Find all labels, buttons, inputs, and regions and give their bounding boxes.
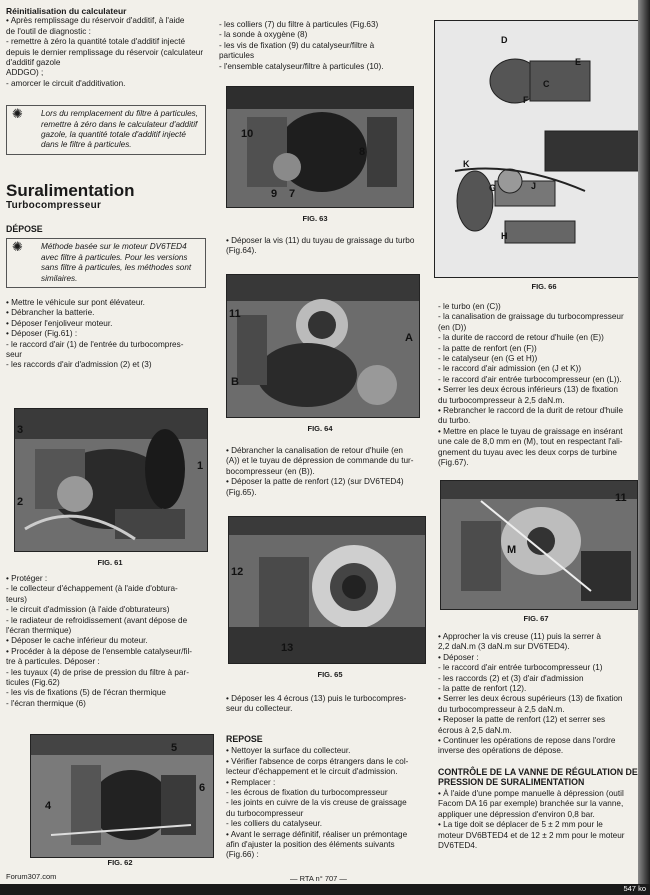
figure-65-photo xyxy=(228,516,426,664)
figure-62-caption: FIG. 62 xyxy=(107,858,133,867)
lightbulb-icon: ✺ xyxy=(12,106,23,122)
note-box-filter: ✺ Lors du remplacement du filtre à particules, remettre à zéro dans le calculateur d'additif gazole, la quantité totale d'additif injecté dans le filtre à particules. xyxy=(6,105,206,155)
reinit-heading: Réinitialisation du calculateur xyxy=(6,6,127,16)
figure-61-photo xyxy=(14,408,208,552)
column-2-vis: • Déposer la vis (11) du tuyau de graissage du turbo (Fig.64). xyxy=(226,236,415,256)
figure-64-caption: FIG. 64 xyxy=(307,424,333,433)
column-3-approcher: • Approcher la vis creuse (11) puis la serrer à 2,2 daN.m (3 daN.m sur DV6TED4). • Déposer : - le raccord d'air entrée turbocompresseur (1) - les raccords (2) et (3) d'air d'admission - la patte de renfort (12). • Serrer les deux écrous supérieurs (13) de fixation du turbocompresseur à 2,5 daN.m. • Reposer la patte de renfort (12) et serrer ses écrous à 2,5 daN.m. • Continuer les opérations de repose dans l'ordre inverse des opérations de dépose. CONTRÔLE DE LA VANNE DE RÉGULATION DE PRESSION DE SURALIMENTATION • À l'aide d'une pompe manuelle à dépression (outil Facom DA 16 par exemple) branchée sur la vanne, appliquer une dépression d'environ 0,8 bar. • La tige doit se déplacer de 5 ± 2 mm pour le moteur DV6BTED4 et de 12 ± 2 mm pour le moteur DV6TED4. xyxy=(438,632,640,851)
fig66-label-k: K xyxy=(463,159,470,169)
reinit-text: • Après remplissage du réservoir d'additif, à l'aide de l'outil de diagnostic : - remettre à zéro la quantité totale d'additif injecté depuis le dernier remplissage du réservoir (calculateur d'additif gazole ADDGO) ; - amorcer le circuit d'additivation. xyxy=(6,16,204,88)
repose-title: REPOSE xyxy=(226,734,263,744)
column-2-debrancher: • Débrancher la canalisation de retour d'huile (en (A)) et le tuyau de dépression de commande du tur- bocompresseur (en (B)). • Déposer la patte de renfort (12) (sur DV6TED4) (Fig.65). xyxy=(226,446,414,497)
fig64-label-a: A xyxy=(405,332,413,344)
column-2-ecrous: • Déposer les 4 écrous (13) puis le turbocompres- seur du collecteur. xyxy=(226,694,407,714)
fig67-label-m: M xyxy=(507,544,517,556)
fig62-label-5: 5 xyxy=(171,742,178,754)
fig61-label-3: 3 xyxy=(17,424,24,436)
depose-title: DÉPOSE xyxy=(6,223,43,234)
figure-67-photo xyxy=(440,480,638,610)
fig66-label-d: D xyxy=(501,35,508,45)
footer-center: — RTA n° 707 — xyxy=(290,874,347,883)
figure-66-photo xyxy=(434,20,641,278)
fig63-label-8: 8 xyxy=(359,146,366,158)
note-box-method: ✺ Méthode basée sur le moteur DV6TED4 avec filtre à particules. Pour les versions sans filtre à particules, les méthodes sont similaires. xyxy=(6,238,206,288)
fig66-label-e: E xyxy=(575,57,582,67)
figure-61-caption: FIG. 61 xyxy=(97,558,123,567)
fig66-label-g: G xyxy=(489,183,497,193)
fig67-label-11: 11 xyxy=(615,492,627,504)
section-title: Suralimentation xyxy=(6,180,135,200)
fig64-label-11: 11 xyxy=(229,308,241,320)
column-1-lower: • Protéger : - le collecteur d'échappement (à l'aide d'obtura- teurs) - le circuit d'admission (à l'aide d'obturateurs) - le radiateur de refroidissement (avant dépose de l'écran thermique) • Déposer le cache inférieur du moteur. • Procéder à la dépose de l'ensemble catalyseur/fil- tre à particules. Déposer : - les tuyaux (4) de prise de pression du filtre à par- ticules (Fig.62) - les vis de fixations (5) de l'écran thermique - l'écran thermique (6) xyxy=(6,574,193,708)
footer-left: Forum307.com xyxy=(6,872,57,881)
fig66-label-j: J xyxy=(531,181,537,191)
lightbulb-icon: ✺ xyxy=(12,239,23,255)
fig64-label-b: B xyxy=(231,376,239,388)
fig66-label-c: C xyxy=(543,79,550,89)
sub-title: Turbocompresseur xyxy=(6,199,102,211)
fig62-label-6: 6 xyxy=(199,782,206,794)
column-2-top: - les colliers (7) du filtre à particules (Fig.63) - la sonde à oxygène (8) - les vis de fixation (9) du catalyseur/filtre à particules - l'ensemble catalyseur/filtre à particules (10). xyxy=(219,20,384,71)
fig66-label-f: F xyxy=(523,95,529,105)
fig62-label-4: 4 xyxy=(45,800,52,812)
column-2-repose: REPOSE • Nettoyer la surface du collecteur. • Vérifier l'absence de corps étrangers dans le col- lecteur d'échappement et le circuit d'admission. • Remplacer : - les écrous de fixation du turbocompresseur - les joints en cuivre de la vis creuse de graissage du turbocompresseur - les colliers du catalyseur. • Avant le serrage définitif, réaliser un prémontage afin d'ajuster la position des éléments suivants (Fig.66) : xyxy=(226,734,432,861)
column-1 xyxy=(6,6,206,371)
figure-64-photo xyxy=(226,274,420,418)
depose-steps: • Mettre le véhicule sur pont élévateur. • Débrancher la batterie. • Déposer l'enjoliveur moteur. • Déposer (Fig.61) : - le raccord d'air (1) de l'entrée du turbocompres- seur - les raccords d'air d'admission (2) et (3) xyxy=(6,297,184,370)
figure-67-caption: FIG. 67 xyxy=(523,614,549,623)
fig61-label-2: 2 xyxy=(17,496,24,508)
bottom-bar xyxy=(0,884,650,895)
figure-66-caption: FIG. 66 xyxy=(531,282,557,291)
column-3-list: - le turbo (en (C)) - la canalisation de graissage du turbocompresseur (en (D)) - la durite de raccord de retour d'huile (en (E)) - la patte de renfort (en (F)) - le catalyseur (en (G et H)) - le raccord d'air admission (en (J et K)) - le raccord d'air entrée turbocompresseur (en (L)). • Serrer les deux écrous inférieurs (13) de fixation du turbocompresseur à 2,5 daN.m. • Rebrancher le raccord de la durit de retour d'huile du turbo. • Mettre en place le tuyau de graissage en insérant une cale de 8,0 mm en (M), tout en respectant l'ali- gnement du tuyau avec les deux corps de turbine (Fig.67). xyxy=(438,302,624,468)
fig65-label-12: 12 xyxy=(231,566,244,578)
fig63-label-10: 10 xyxy=(241,128,254,140)
figure-65-caption: FIG. 65 xyxy=(317,670,343,679)
footer-right: 547 ko xyxy=(623,884,646,893)
fig66-label-h: H xyxy=(501,231,508,241)
fig63-label-7: 7 xyxy=(289,188,296,200)
page-edge-shadow xyxy=(638,0,650,895)
figure-63-photo xyxy=(226,86,414,208)
fig61-label-1: 1 xyxy=(197,460,204,472)
figure-62-photo xyxy=(30,734,214,858)
fig63-label-9: 9 xyxy=(271,188,278,200)
figure-63-caption: FIG. 63 xyxy=(302,214,328,223)
fig65-label-13: 13 xyxy=(281,642,294,654)
controle-title: CONTRÔLE DE LA VANNE DE RÉGULATION DE PRESSION DE SURALIMENTATION xyxy=(438,766,638,787)
